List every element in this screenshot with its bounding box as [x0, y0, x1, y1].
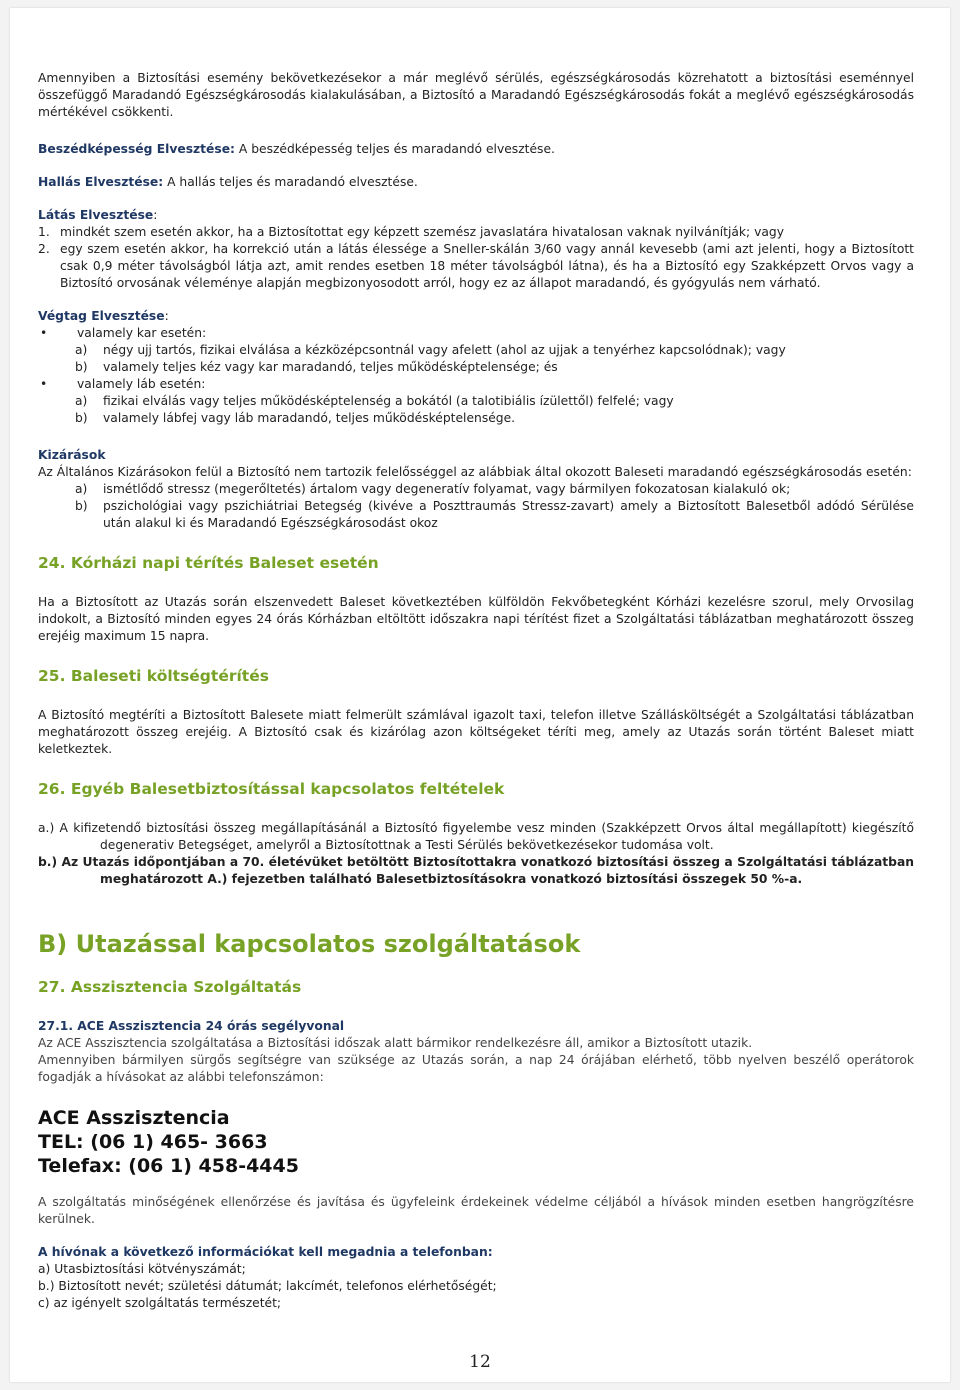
- document-page: [10, 8, 950, 1382]
- exclusions-title: Kizárások: [38, 448, 106, 462]
- sight-item-2: 2. egy szem esetén akkor, ha korrekció után a látás élessége a Sneller-skálán 3/60 vagy annál kevesebb (ami azt jelenti, hogy a Biztosított csak 0,9 méter távolságból látja azt, amit rendes esetben 18 méter távolságból látna), és ha a Biztosító egy Szakképzett Orvos vagy a Biztosító orvosának véleménye alapján megbizonyosodott arról, hogy ez az állapot maradandó, és gyógyulás nem várható.: [38, 242, 914, 290]
- section-27-1-p2: Amennyiben bármilyen sürgős segítségre van szüksége az Utazás során, a nap 24 órájában elérhető, több nyelven beszélő operátorok fogadják a hívásokat az alábbi telefonszámon:: [38, 1053, 914, 1084]
- section-25-title: 25. Baleseti költségtérítés: [38, 667, 269, 685]
- leg-item-b: b) valamely lábfej vagy láb maradandó, teljes működésképtelensége.: [75, 411, 516, 425]
- section-24-title: 24. Kórházi napi térítés Baleset esetén: [38, 554, 379, 572]
- section-24-text: Ha a Biztosított az Utazás során elszenvedett Baleset következtében külföldön Fekvőbetegként Kórházi kezelésre szorul, mely Orvosilag indokolt, a Biztosító minden egyes 24 órás Kórházban eltöltött időszakra napi térítést fizet a Szolgáltatási táblázatban meghatározott összeg erejéig maximum 15 napra.: [38, 595, 914, 643]
- limb-bullet-leg: • valamely láb esetén:: [40, 377, 206, 391]
- section-27-1-title: 27.1. ACE Asszisztencia 24 órás segélyvonal: [38, 1019, 345, 1033]
- section-25-text: A Biztosító megtéríti a Biztosított Balesete miatt felmerült számlával igazolt taxi, telefon illetve Szállásköltségét a Szolgáltatási táblázatban meghatározott összeg erejéig. A Biztosító csak és kizárólag azon költségeket téríti meg, amely az Utazás során történt Baleset miatt keletkeztek.: [38, 708, 914, 756]
- sight-item-1: 1. mindkét szem esetén akkor, ha a Biztosítottat egy képzett szemész javaslatára hivatalosan vaknak nyilvánítják; vagy: [38, 225, 784, 239]
- section-26-item-b: b.) Az Utazás időpontjában a 70. életévüket betöltött Biztosítottakra vonatkozó biztosítási összeg a Szolgáltatási táblázatban meghatározott A.) fejezetben található Balesetbiztosításokra vonatkozó biztosítási összegek 50 %-a.: [38, 855, 914, 886]
- sight-loss-label: Látás Elvesztése: [38, 208, 154, 222]
- section-27-1-p1: Az ACE Asszisztencia szolgáltatása a Biztosítási időszak alatt bármikor rendelkezésre áll, amikor a Biztosított utazik.: [38, 1036, 753, 1050]
- caller-info-c: c) az igényelt szolgáltatás természetét;: [38, 1296, 282, 1310]
- speech-loss-paragraph: [38, 141, 914, 158]
- part-b-title: B) Utazással kapcsolatos szolgáltatások: [38, 930, 581, 958]
- arm-item-b: b) valamely teljes kéz vagy kar maradandó, teljes működésképtelensége; és: [75, 360, 558, 374]
- page-number: 12: [469, 1352, 491, 1372]
- speech-loss-text: A beszédképesség teljes és maradandó elvesztése.: [234, 142, 555, 156]
- section-26-item-a: a.) A kifizetendő biztosítási összeg megállapításánál a Biztosító figyelembe vesz minden (Szakképzett Orvos által megállapított) kiegészítő degenerativ Betegséget, amelyről a Biztosítottnak a Testi Sérülés bekövetkezésekor tudomása volt.: [38, 821, 914, 852]
- bullet-icon: •: [40, 326, 48, 340]
- caller-info-b: b.) Biztosított nevét; születési dátumát; lakcímét, telefonos elérhetőségét;: [38, 1279, 497, 1293]
- caller-info-a: a) Utasbiztosítási kötvényszámát;: [38, 1262, 246, 1276]
- bullet-icon: •: [40, 377, 48, 391]
- exclusion-item-a: a) ismétlődő stressz (megerőltetés) ártalom vagy degeneratív folyamat, vagy bármilyen fokozatosan kialakuló ok;: [75, 482, 791, 496]
- caller-info-title: A hívónak a következő információkat kell megadnia a telefonban:: [38, 1245, 493, 1259]
- limb-loss-label: Végtag Elvesztése: [38, 309, 165, 323]
- hearing-loss-label: Hallás Elvesztése:: [38, 175, 164, 189]
- recording-notice: A szolgáltatás minőségének ellenőrzése és javítása és ügyfeleink érdekeinek védelme céljából a hívások minden esetben hangrögzítésre kerülnek.: [38, 1195, 914, 1226]
- hearing-loss-text: A hallás teljes és maradandó elvesztése.: [163, 175, 418, 189]
- limb-loss-heading: Végtag Elvesztése:: [38, 309, 169, 323]
- limb-bullet-arm: • valamely kar esetén:: [40, 326, 207, 340]
- exclusion-item-b: b) pszichológiai vagy pszichiátriai Betegség (kivéve a Poszttraumás Stressz-zavart) amely a Biztosított Balesetből adódó Sérülése után alakul ki és Maradandó Egészségkárosodást okoz: [75, 499, 914, 530]
- speech-loss-label: Beszédképesség Elvesztése:: [38, 142, 235, 156]
- hearing-loss-paragraph: [38, 174, 914, 191]
- sight-loss-heading: Látás Elvesztése:: [38, 208, 158, 222]
- section-26-title: 26. Egyéb Balesetbiztosítással kapcsolatos feltételek: [38, 780, 505, 798]
- contact-name: ACE Asszisztencia: [38, 1107, 230, 1129]
- leg-item-a: a) fizikai elválás vagy teljes működésképtelenség a bokától (a talotibiális ízülettől) felfelé; vagy: [75, 394, 674, 408]
- exclusions-intro: Az Általános Kizárásokon felül a Biztosító nem tartozik felelősséggel az alábbiak által okozott Baleseti maradandó egészségkárosodás esetén:: [38, 465, 912, 479]
- section-27-title: 27. Asszisztencia Szolgáltatás: [38, 978, 302, 996]
- arm-item-a: a) négy ujj tartós, fizikai elválása a kézközépcsontnál vagy afelett (ahol az ujjak a tenyérhez kapcsolódnak); vagy: [75, 343, 786, 357]
- page-content: [38, 70, 914, 1312]
- contact-fax: Telefax: (06 1) 458-4445: [38, 1155, 299, 1177]
- intro-paragraph: Amennyiben a Biztosítási esemény bekövetkezésekor a már meglévő sérülés, egészségkárosodás közrehatott a biztosítási eseménnyel összefüggő Maradandó Egészségkárosodás kialakulásában, a Biztosító a Maradandó Egészségkárosodás fokát a meglévő egészségkárosodás mértékével csökkenti.: [38, 71, 914, 119]
- contact-tel: TEL: (06 1) 465- 3663: [38, 1131, 268, 1153]
